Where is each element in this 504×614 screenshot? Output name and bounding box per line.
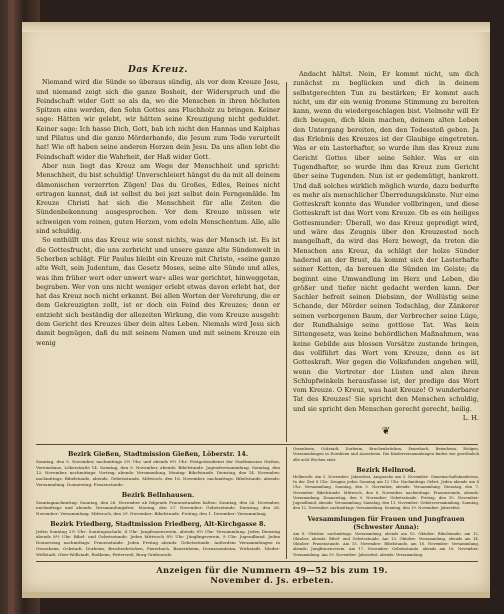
ad-heading-friedberg: Bezirk Friedberg, Stadtmission Friedberg, Alt-Kirchgasse 8.	[50, 519, 266, 528]
ad-body-hellnrod: Hellnrode: Am 5. November: Jahresfest, Ansprache am 5. November: Gemeinschaftskonferenz, In der Zeit 8 Uhr: Zeugnis jeden Sonntag um 12 Uhr. Nachmittags Gebet, Jeden abends um 8 Uhr: Versammlung. Sonntag, den 5. November, abends: Versammlung. Dienstag, den 7. November: Bibelstunde. Mittwoch, den 8. November, nachmittags: Frauenstunde, abends: Versammlung. Donnerstag, den 9. November: Gebetsstunde. Freitag, den 10. November: Jugendbund, abends: Versammlung. Samstag, den 11. November: Gebetsversammlung. Sonntag, den 12. November, nachmittags: Versammlung. Sonntag, den 19. November: Jahresfest.	[293, 474, 479, 511]
ornament-icon: ❦	[381, 426, 391, 438]
ad-heading-hellnrod: Bezirk Hellnrod.	[356, 465, 416, 474]
ad-heading-bellnhausen: Bezirk Bellnhausen.	[121, 490, 195, 499]
article-paragraph-2: Aber nun liegt das Kreuz am Wege der Menschheit und spricht: Menschheit, du bist schuldig! Unverschleiert hängst du da mit all deinem dämonischen verzerrten Zügen! Das du Großes, Edles, Reines nicht ertragen kannst, daß ist selbst du bei jezt selbst dein Ferngemälde. Im Kreuze Christi hat sich die Menschheit für alle Zeiten die Sündenbekennung ausgesprochen. Vor dem Kreuze müssen wir schweigen vom reinen, guten Herzen, vom edeln Menschentum. Alle, alle sind schuldig.	[36, 161, 280, 236]
ad-body-women: Am 8. Oktober, nachmittags: Versammlung, abends am 10. Oktober: Bibelstunde, am 12. Oktober, abends: Bibel- und Gebetsstunde. Am 13. Oktober: Versammlung, abends am 14. Oktober: Frauenstunde. Am 15. November: Bibelstunde, am 16. November: Versammlung, abends: Jungfrauenverein. Am 17. November: Gebetsstunde, abends am 18. November: Versammlung. Am 19. November: Jahresfest, abends: Versammlung.	[293, 531, 479, 557]
article-left-column	[36, 66, 280, 348]
ads-column-divider	[286, 447, 287, 559]
footer-notice: Anzeigen für die Nummern 49—52 bis zum 19. November d. Js. erbeten.	[156, 565, 388, 585]
page-top-shade	[22, 22, 490, 32]
section-divider	[36, 444, 478, 445]
ads-right-column	[293, 447, 479, 558]
ad-heading-giessen: Bezirk Gießen, Stadtmission Gießen, Löberstr. 14.	[67, 450, 249, 458]
page-stack-edge	[22, 592, 490, 598]
article-right-column	[293, 70, 479, 437]
document-page	[22, 22, 490, 592]
footer-divider	[36, 561, 478, 562]
ad-body-bellnhausen: Sonntagnachmittag: Sonntag, den 26. November ab folgende Frauenstunden halten: Sonntag, den 26. November, nachmittags und abends: Versammlungsfest. Montag, den 27. November: Gebetsstunde. Dienstag, den 28. November: Versammlung. Mittwoch, den 29. November: Bibelstunde. Freitag, den 1. Dezember: Versammlung.	[36, 499, 280, 517]
article-title: Das Kreuz.	[128, 65, 188, 75]
article-paragraph-3: So enthüllt uns das Kreuz wie sonst nichts, was der Mensch ist. Es ist die Gottesfrucht, die uns zerbricht und unsere ganze alte Sündenwelt in Scherben schlägt. Für Paulus bleibt ein Kreuze mit Christo, »seine ganze alte Welt, sein Judentum, das Gesetz Moses, seine alte Sünde und alles, was ihm früher wert oder unwert war« alles war gerichtet, hinweggetan, begraben. Wer von uns nicht weniger erlebt etwas davon erlebt hat, der hat das Kreuz noch nicht erkannt. Bei allen Worten der Verehrung, die er dem Gekreuzigten zollt, ist er doch ein Feind des Kreuzes; denn er entzieht sich beständig der allezeiten Wirkung, die vom Kreuze ausgeht: dem Gericht des Kreuzes über dein altes Leben. Niemals wird Jesu sich damit begnügen, daß du mit seinem Namen und mit seinem Kreuze ein wenig	[36, 236, 280, 347]
binding-stripe	[8, 0, 14, 614]
article-paragraph-1: Niemand wird die Sünde so überaus sündig, als vor dem Kreuze Jesu, und niemand zeigt sich die ganze Bosheit, der Widerspruch und die Feindschaft wider Gott so als da, wo die Menschen in ihren höchsten Spitzen eins werden, den Sohn Gottes ans Fluchholz zu bringen. Keiner sage: Hätten wir gelebt, wir hätten seine Kreuzigung nicht geduldet. Keiner sage: Ich hasse Dich, Gott, bah ich nicht den Hannas und Kaiphas und Pilatus und die ganze Mörderbande, die Jesum zum Tode verurteilt hat! Wie oft haben seine anderen Herzen dein Jesu. Da uns allen lebt die Feindschaft wider die Wahrheit, der Haß wider Gott.	[36, 78, 280, 161]
ad-heading-women: Versammlungen für Frauen und Jungfrauen (Schwester Anna):	[307, 514, 465, 531]
ads-left-column	[36, 447, 280, 557]
article-signature: L. H.	[462, 413, 479, 422]
ad-body-giessen: Sonntag, den 5. November, nachmittags 2½ Uhr, und abends 8½ Uhr: Festgottesdienst der Stadtmission Gießen, Vereinshaus, Löberstraße 14. Sonntag, den 9. November, abends: Bibelstunde. Jugendversammlung. Sonntag, den 12. November, nachmittags: Vortrag, abends: Versammlung. Montag: Bibelstunde. Dienstag, den 14. November, nachmittags: Bibelstunde, abends: Gebetsstunde. Mittwoch, den 16. November, nachmittags: Bibelstunde, abends: Versammlung. Donnerstag: Frauenstunde.	[36, 459, 280, 487]
column-divider	[286, 82, 287, 442]
ad-body-continued: Ossenheim, Ockstadt, Dorheim, Bruchenbrücken, Fauerbach, Beienheim, Rödgen. Versammlungen in Dornheim und Assenheim. Die Kinderversammlungen finden wie gewöhnlich alle acht Wochen statt.	[293, 447, 479, 462]
ad-body-friedberg: Jeden Sonntag 2½ Uhr: Sonntagsschule, 4 Uhr: Jungfrauenverein, abends 8½ Uhr: Versammlung. Jeden Dienstag abends 8½ Uhr: Bibel- und Gebetsstunde. Jeden Mittwoch 8½ Uhr: Jünglingsverein, 9 Uhr: Jugendbund. Jeden Donnerstag nachmittags: Frauenstunde. Jeden Freitag abends: Gebetsstunde. Außerdem Versammlungen in Ossenheim, Ockstadt, Dorheim, Bruchenbrücken, Fauerbach, Bauernheim, Dornassenheim, Wickstadt, Nieder-Wöllstadt, Ober-Wöllstadt, Rodheim, Petterweil, Burg-Gräfenrode.	[36, 528, 280, 557]
article-paragraph-4: Andacht hältst. Nein, Er kommt nicht, um dich zunächst zu beglücken und dich in deinem selbstgerechten Tun zu bestärken; Er kommt auch nicht, um dir ein wenig fromme Stimmung zu bereiten kann, wenn du wiedergeschlagen bist. Vielmehr will Er dich beugen, dich klein machen, deinem alten Leben den Untergang bereiten, den den Todesstoß geben. Ja das Erlebnis des Kreuzes ist der Glaubige eingetreten. Was er ein Lasterhafter, so wurde ihm das Kreuz zum Gericht Gottes über seine Sehler. Was er ein Tugendhafter, so wurde ihm das Kreuz zum Gericht über seine Tugenden. Nun ist er gedemütigt, hankrott. Und daß solches wirklich möglich wurde, dazu bedurfte es mehr als menschlicher Überredungskünste. Nur eine Gotteskraft konnte das Wunder vollbringen, und diese Gotteskraft ist das Wort vom Kreuze. Ob es ein heiliges Gottesmunder: Überall, wo das Kreuz gepredigt wird, und wäre das Zeugnis über den Kreuzestod noch mangelhaft, da wird das Herz bewegt, da treten die Menschen ans Kreuz, da schlägt der holze Sünder hadernd an der Brust, da kommt sich der Lasterhafte seiner Ketten, da bereuen die Sünden im Geiste; da beginnt eine Umwandlung im Herz und Leben, die größer und tiefer nicht gedacht werden kann. Der Sachler befreit seinen Diebsinn, der Wollüstig seine Schande, der Mörder seinen Todschlag, der Zänkerer seinen verborgenen Baum, der Verbrecher seine Lüge, der Rundhalsige seine gottlose Tat. Was kein Sittengesetz, was keine behördlichen Maßnahmen, was keine Gebilde aus blossen Vorsätze zustande bringen, das vollführt das Wort vom Kreuze, denn es ist Gotteskraft. Wer gegen die Volksfunden angehen will, wenn die Vertreter der Lüsten und alen ihren Schlupfwinkeln herausfasse ist, der predige das Wort vom Kreuze. O Kreuz, was hast Kreuze! O wunderbarer Tat des Kreuzes! Sie spricht den Menschen schuldig, und sie spricht den Menschen gerecht gerecht, heilig.	[293, 70, 479, 413]
